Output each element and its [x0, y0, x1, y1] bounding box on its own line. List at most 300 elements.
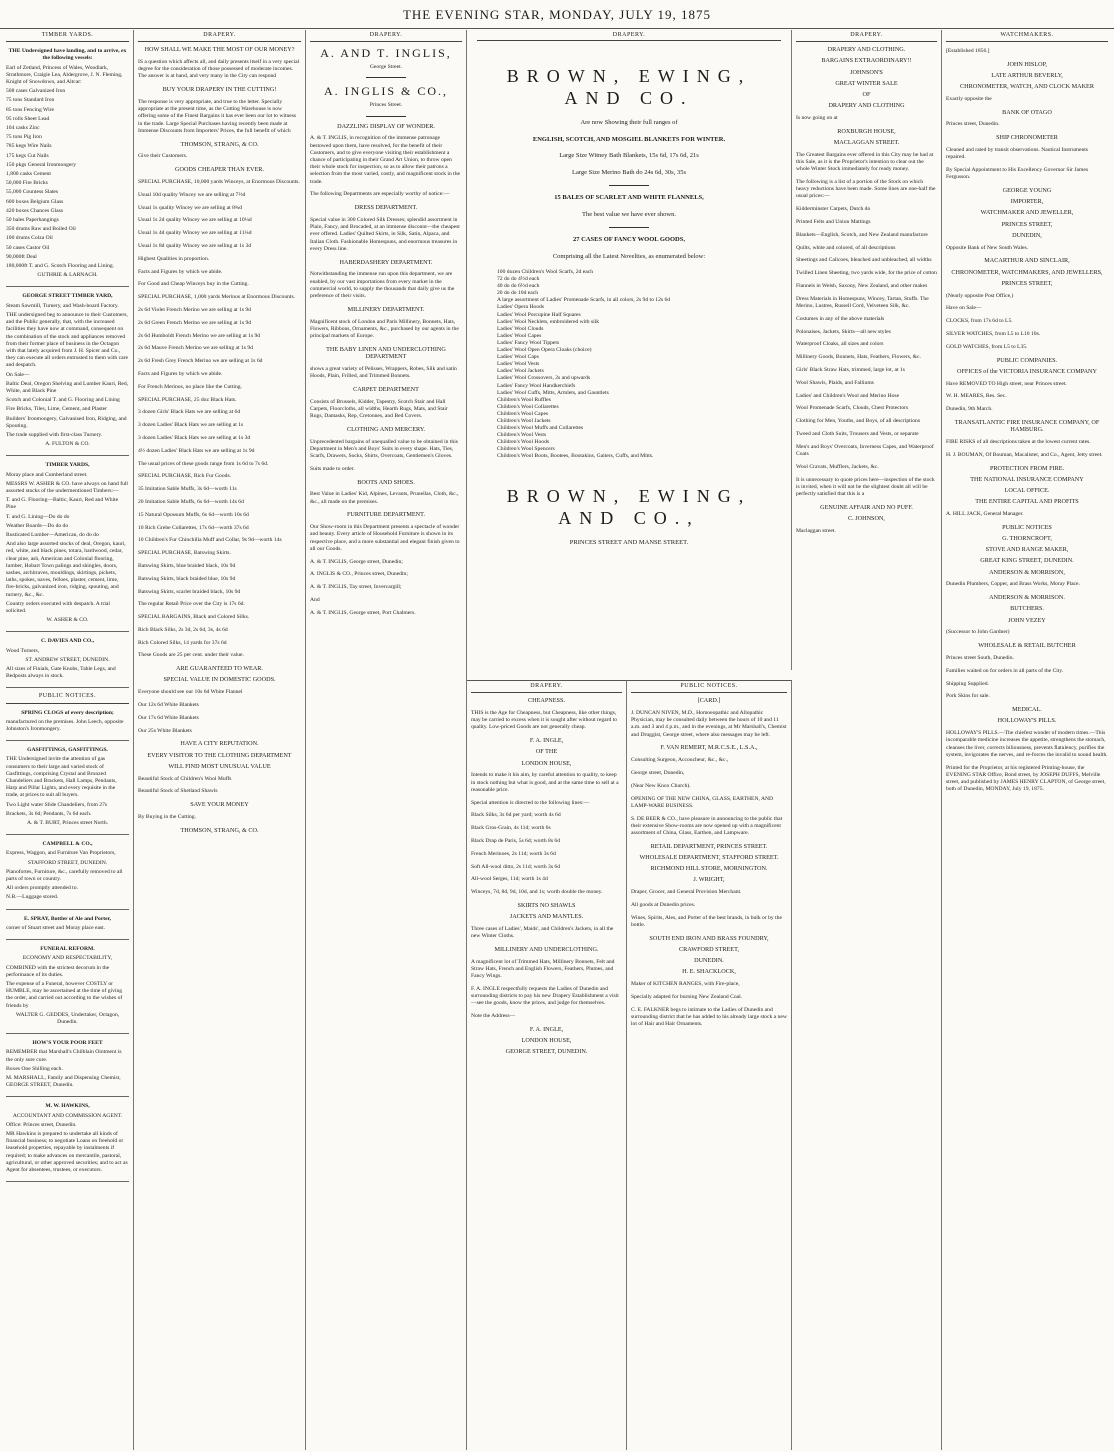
advert-line: THE Undersigned invite the attention of gas consumers to their large and varied stock of Gasfittings, comprising Crystal and Bronzed Chandeliers and Brackets, Hall Lamps, Pendants, Harp and Pillar Lights, and every requisite in the trade, at prices to suit all buyers.	[6, 756, 117, 799]
department-heading: CHRONOMETER, WATCHMAKERS, AND JEWELLERS,	[951, 268, 1103, 276]
department-heading: GREAT KING STREET, DUNEDIN.	[980, 557, 1074, 565]
advert-line: STAFFORD STREET, DUNEDIN.	[27, 859, 108, 866]
department-heading: THOMSON, STRANG, & CO.	[180, 140, 259, 148]
advert-line: Have REMOVED TO High street, near Princes street.	[946, 380, 1067, 387]
advert-line: And also large assorted stocks of deal, Oregon, kauri, red, white, and black pines, totara, hardwood, cedar, clear pine, ash, American and Colonial flooring, lumber, Hobart Town palings and shingles, doors, sashes, architraves, mouldings, skirtings, pickets, laths, spokes, naves, felloes, plaster, cement, lime, fire-bricks, galvanized iron, ridging, spouting, and turnery, &c., &c.	[6, 541, 126, 598]
advert-line: Dunedin, 9th March.	[946, 406, 993, 413]
advert-line: 75 tons Pig Iron	[6, 134, 42, 141]
advert-title: A. AND T. INGLIS,	[320, 46, 452, 61]
advert-line: Ladies' and Children's Wool and Merino Hose	[796, 392, 900, 399]
advert-line: Blankets—English, Scotch, and New Zealand manufacture	[796, 231, 928, 238]
advert-line: Boxes One Shilling each.	[6, 1065, 63, 1072]
advert-line: Steam Sawmill, Turnery, and Wash-board Factory.	[6, 302, 119, 309]
advert-line: Millinery Goods, Bonnets, Hats, Feathers, Flowers, &c.	[796, 354, 921, 361]
advert-line: COMBINED with the strictest decorum in the performance of its duties.	[6, 964, 110, 978]
advert-line: ST. ANDREW STREET, DUNEDIN.	[25, 656, 110, 663]
department-heading: WHOLESALE & RETAIL BUTCHER	[978, 642, 1076, 650]
advert-line: Note the Address—	[471, 1013, 516, 1020]
advert-line: The usual prices of these goods range from 1s 6d to 7s 6d.	[138, 460, 269, 467]
advert-line: Special value in 300 Colored Silk Dresses; splendid assortment in Plain, Fancy, and Brocaded, at an immense discount—the cheapest ever offered. Ladies' Quilted Skirts, in Silk, Satin, Alpaca, and Italian Cloth. Fashionable Homespuns, and enormous treasures in every Dress line.	[310, 217, 460, 252]
advert-line: 50,000 Fire Bricks	[6, 180, 48, 187]
advert-line: Pork Skins for sale.	[946, 693, 990, 700]
list-item: Ladies' Wool Caps	[497, 354, 539, 361]
advert-line: S. DE BEER & CO., have pleasure in announcing to the public that their extensive Show-rooms are now opened up with a magnificent assortment of China, Glass, Earthen, and Lampware.	[631, 815, 783, 836]
advert-line: A. & T. INGLIS, Tay street, Invercargill;	[310, 584, 402, 591]
advert-line: 175 kegs Cut Nails	[6, 152, 49, 159]
advert-line: F. A. INGLE respectfully requests the Ladies of Dunedin and surrounding districts to pay his new Drapery Establishment a visit—see the goods, know the prices, and judge for themselves.	[471, 985, 619, 1007]
advert-line: 50 bales Paperhangings	[6, 217, 59, 224]
advert-line: All orders promptly attended to.	[6, 885, 78, 892]
advertisement	[6, 1037, 129, 1097]
advert-line: 10 Rich Grebe Collarettes, 17s 6d—worth 37s 6d	[138, 524, 249, 531]
advert-line: Polonaises, Jackets, Skirts—all new styles	[796, 328, 891, 335]
department-heading: [CARD.]	[697, 697, 721, 705]
advert-line: Two Light water Slide Chandeliers, from 27s	[6, 801, 108, 808]
advert-line: Families waited on for orders in all parts of the City.	[946, 667, 1064, 674]
list-item: Ladies' Fancy Wool Handkerchiefs	[497, 382, 576, 389]
advert-title: FUNERAL REFORM.	[40, 946, 95, 953]
advert-line: 600 boxes Belgium Glass	[6, 198, 64, 205]
section-header: DRAPERY.	[477, 30, 781, 41]
brown-ewing-advert	[467, 30, 792, 670]
section-header: PUBLIC NOTICES.	[6, 691, 129, 703]
advert-line: Is now going on at	[796, 115, 838, 122]
advert-title: TIMBER YARDS,	[45, 462, 90, 469]
department-heading: HOW SHALL WE MAKE THE MOST OF OUR MONEY?	[144, 46, 295, 54]
advert-line: Wood Turners,	[6, 647, 40, 654]
department-heading: FURNITURE DEPARTMENT.	[346, 511, 425, 519]
department-heading: STOVE AND RANGE MAKER,	[985, 546, 1069, 554]
advert-line: Usual 1s 4d quality Wincey we are selling at 11¼d	[138, 230, 252, 237]
department-heading: BUTCHERS.	[1010, 605, 1044, 613]
advert-line: [Established 1856.]	[946, 47, 990, 54]
advert-line: Wool Promenade Scarfs, Clouds, Chest Protectors	[796, 405, 909, 412]
divider	[366, 116, 406, 117]
newspaper-columns	[2, 30, 1112, 1450]
department-heading: PRINCES STREET,	[1001, 279, 1053, 287]
department-heading: ARE GUARANTEED TO WEAR.	[176, 665, 263, 673]
advert-line: 75 tons Standard Iron	[6, 97, 55, 104]
advertisement	[6, 459, 129, 632]
advert-line: T. and G. Lining—Do do do	[6, 513, 70, 520]
advert-title: BROWN, EWING, AND CO.	[506, 66, 752, 108]
advert-line: A. INGLIS & CO., Princes street, Dunedin;	[310, 571, 408, 578]
goods-list	[497, 269, 761, 461]
department-heading: H. E. SHACKLOCK,	[682, 968, 736, 976]
advert-line: A magnificent lot of Trimmed Hats, Millinery Bonnets, Felt and Straw Hats, French and English Flowers, Feathers, Plumes, and Fancy Wings.	[471, 958, 615, 980]
advert-line: Dress Materials in Homespuns, Wincey, Tartan, Stuffs. The Merino, Lustres, Russell Cord, Velveteen Silk, &c.	[796, 295, 929, 309]
advert-line: Pianofortes, Furniture, &c., carefully removed to all parts of town or country.	[6, 868, 123, 883]
advert-line: 1,800 casks Cement	[6, 171, 51, 178]
department-heading: MACLAGGAN STREET.	[833, 139, 900, 147]
list-item: Children's Wool Vests	[497, 432, 547, 439]
department-heading: CLOTHING AND MERCERY.	[346, 425, 426, 433]
department-heading: SHIP CHRONOMETER	[996, 134, 1058, 142]
column-timber-yards	[2, 30, 134, 1450]
advert-signature: W. ASHER & CO.	[46, 617, 89, 624]
advert-line: Our Show-room in this Department presents a spectacle of wonder and beauty. Every article of Household Furniture is shown in its respective place, and a more substantial and elegant finish given to all our Goods.	[310, 524, 460, 552]
advert-line: Consulting Surgeon, Accoucheur, &c., &c.,	[631, 757, 729, 764]
advert-line: W. H. MEARES, Res. Sec.	[946, 393, 1007, 400]
advert-line: All goods at Dunedin prices.	[631, 902, 696, 908]
department-heading: CHEAPNESS.	[528, 697, 565, 705]
advert-line: SPECIAL PURCHASE, Rich Fur Goods.	[138, 473, 232, 480]
advert-title: SPRING CLOGS of every description;	[21, 709, 114, 716]
advert-line: SPECIAL PURCHASE, 1,000 yards Merinos at Enormous Discounts.	[138, 294, 296, 301]
column-watchmakers	[942, 30, 1112, 1450]
advertisement	[6, 838, 129, 909]
department-heading: OF	[862, 91, 871, 99]
advert-line: Baltic Deal, Oregon Shelving and Lumber Kauri, Red, White, and Black Pine	[6, 380, 129, 394]
list-item: Ladies' Wool Clouds	[497, 325, 544, 332]
advert-line: MESSRS W. ASHER & CO. have always on hand full assorted stocks of the undermentioned Timbers:—	[6, 480, 128, 494]
department-heading: JACKETS AND MANTLES.	[509, 913, 584, 921]
department-heading: DUNEDIN.	[694, 957, 724, 965]
advert-line: Beautiful Stock of Children's Wool Muffs	[138, 775, 232, 782]
list-item: Children's Wool Hoods	[497, 439, 550, 446]
advert-line: Printed Felts and Union Mattings	[796, 219, 871, 226]
advert-subtitle: Princes Street.	[369, 102, 403, 109]
advert-line: 100 drums Colza Oil	[6, 235, 53, 242]
department-heading: CHRONOMETER, WATCH, AND CLOCK MAKER	[960, 83, 1094, 90]
advert-line: Rich Black Silks, 2s 3d, 2s 6d, 3s, 4s 6d	[138, 626, 228, 633]
advert-signature: WALTER G. GEDDES, Undertaker, Octagon, Dunedin.	[15, 1011, 120, 1025]
department-heading: PUBLIC NOTICES	[1002, 523, 1052, 531]
advert-line: Batswing Skirts, blue braided black, 10s 9d	[138, 562, 236, 569]
department-heading: GEORGE STREET, DUNEDIN.	[505, 1048, 588, 1056]
list-item: Children's Wool Muffs and Collarettes	[497, 425, 584, 432]
advert-title: E. SPRAY, Bottler of Ale and Porter,	[23, 915, 112, 922]
advert-line: Winceys, 7d, 8d, 9d, 10d, and 1s; worth double the money.	[471, 889, 603, 896]
section-header: WATCHMAKERS.	[946, 30, 1108, 42]
advert-line: Earl of Zetland, Princess of Wales, Woodlark, Strathmore, Craigie Lea, Aldergrove, J. N. Fleming, Knight of Snowdown, and Altcar:	[6, 64, 123, 86]
advert-line: 2s 6d Humboldt French Merino we are selling at 1s 9d	[138, 332, 261, 339]
advert-line: H. J. BOUMAN, Of Bouman, Macalister, and Co., Agent, Jetty street.	[946, 451, 1103, 458]
advert-line: Special attention is directed to the following lines:—	[471, 799, 590, 806]
price-line: Large Size Merino Bath do 24s 6d, 30s, 35s	[572, 168, 686, 176]
advert-line: Printed for the Proprietor, at his registered Printing-house, the EVENING STAR Office, Bond street, by JOSEPH DUFFS, Melville street, and published by JAMES HENRY CLAPTON, of George street, both of Dunedin, MONDAY, July 19, 1875.	[946, 764, 1106, 793]
list-item: Children's Wool Collarettes	[497, 403, 559, 410]
department-heading: DRESS DEPARTMENT.	[354, 204, 418, 212]
advert-line: Have on Sale—	[946, 305, 982, 312]
price-line: Large Size Witney Bath Blankets, 15s 6d, 17s 6d, 21s	[559, 152, 699, 159]
advert-line: 3 dozen Girls' Black Hats we are selling at 6d	[138, 409, 241, 416]
advert-line: 3 dozen Ladies' Black Hats we are selling at 1s	[138, 422, 244, 429]
department-heading: TRANSATLANTIC FIRE INSURANCE COMPANY, OF HAMBURG.	[954, 418, 1100, 434]
advert-line: THIS is the Age for Cheapness, but Cheapness, like other things, may be carried to excess when it is sought after without regard to quality. Low-priced Goods are not generally cheap.	[471, 710, 618, 731]
department-heading: SOUTH END IRON AND BRASS FOUNDRY,	[649, 934, 769, 942]
list-item: Ladies' Wool Vests	[497, 361, 540, 368]
advert-line: Moray place and Cumberland street.	[6, 471, 88, 478]
column-drapery-johnson	[792, 30, 942, 1450]
advert-line: SILVER WATCHES, from L5 to L10 10s.	[946, 330, 1041, 337]
divider	[609, 185, 649, 186]
advert-line: REMEMBER that Marshall's Chilblain Ointment is the only sure cure.	[6, 1049, 122, 1063]
advert-line: These Goods are 25 per cent. under their value.	[138, 652, 244, 659]
department-heading: CRAWFORD STREET,	[679, 946, 739, 953]
advert-line: Wool Shawls, Plaids, and Falliums	[796, 379, 874, 386]
divider	[609, 227, 649, 228]
advert-line: 50 cases Castor Oil	[6, 244, 50, 251]
column-drapery-inglis	[306, 30, 467, 1450]
department-heading: MILLINERY AND UNDERCLOTHING.	[494, 945, 599, 953]
advert-title: C. DAVIES AND CO.,	[40, 638, 95, 645]
advert-line: 420 boxes Chances Glass	[6, 207, 64, 214]
department-heading: ANDERSON & MORRISON.	[989, 594, 1065, 602]
advert-line: Opposite Bank of New South Wales.	[946, 244, 1029, 251]
advert-line: Highest Qualities in proportion.	[138, 255, 210, 262]
advert-line: Kidderminster Carpets, Dutch do	[796, 206, 871, 213]
advertisement	[6, 744, 129, 835]
advert-line: 2s 6d Fresh Grey French Merino we are selling at 1s 6d	[138, 358, 263, 365]
advert-line: Our 17s 6d White Blankets	[138, 714, 199, 721]
advert-line: A. & T. INGLIS, George street, Port Chalmers.	[310, 609, 416, 616]
advert-line: Batswing Skirts, black braided blue, 10s 9d	[138, 575, 236, 582]
advert-line: Exactly opposite the	[946, 95, 992, 102]
advert-line: THE undersigned beg to announce to their Customers, and the Public generally, that, with the increased facilities they have now at command, consequent on the combination of the stock and appliances removed from their former place of business in the Octagon with that lately acquired from J. H. Spicer and Co., they can execute all orders entrusted to them with care and despatch.	[6, 311, 128, 369]
section-header: DRAPERY.	[471, 681, 622, 693]
advert-line: Waterproof Cloaks, all sizes and colors	[796, 341, 884, 348]
advert-line: Draper, Grocer, and General Provision Merchant.	[631, 889, 742, 896]
advert-line: Builders' Ironmongery, Galvanised Iron, Ridging, and Spouting.	[6, 415, 127, 429]
advert-line: Facts and Figures by which we abide.	[138, 268, 223, 275]
advert-line: GOLD WATCHES, from L5 to L35.	[946, 343, 1028, 350]
list-item: Ladies' Wool Capes	[497, 332, 542, 339]
advertisement	[6, 635, 129, 688]
advert-line: SPECIAL PURCHASE, 10,000 yards Winceys, at Enormous Discounts.	[138, 179, 300, 185]
advert-line: 350 drums Raw and Boiled Oil	[6, 226, 76, 233]
department-heading: F. VAN REMERT, M.R.C.S.E., L.S.A.,	[660, 744, 758, 752]
department-heading: J. WRIGHT,	[693, 876, 725, 884]
advert-line: 2s 6d Mauve French Merino we are selling at 1s 9d	[138, 345, 253, 352]
advert-line: 2s 6d Green French Merino we are selling at 1s 9d	[138, 319, 252, 326]
advert-line: SPECIAL PURCHASE, 25 doz Black Hats.	[138, 396, 237, 403]
advert-line: Are now Showing their full ranges of	[580, 119, 678, 126]
masthead: THE EVENING STAR, MONDAY, JULY 19, 1875	[0, 2, 1114, 29]
department-heading: MACARTHUR AND SINCLAIR,	[984, 257, 1070, 265]
department-heading: F. A. INGLE,	[529, 737, 564, 745]
department-heading: LONDON HOUSE,	[521, 759, 572, 767]
advert-line: Specially adapted for burning New Zealand Coal.	[631, 994, 743, 1000]
department-heading: RETAIL DEPARTMENT, PRINCES STREET.	[650, 842, 768, 850]
advert-line: The best value we have ever shown.	[581, 210, 677, 218]
advert-line: Batswing Skirts, scarlet braided black, 10s 9d	[138, 588, 241, 595]
department-heading: GOODS CHEAPER THAN EVER.	[175, 166, 264, 174]
advert-line: George street, Dunedin,	[631, 770, 685, 776]
advert-line: Wool Cravats, Mufflers, Jackets, &c.	[796, 463, 879, 470]
advert-line: For French Merinos, no place like the Cutting.	[138, 383, 242, 390]
department-heading: ANDERSON & MORRISON,	[989, 568, 1065, 576]
advert-line: Magnificent stock of London and Paris Millinery, Bonnets, Hats, Flowers, Ribbons, Ornaments, &c., purchased by our agents in the principal markets of Europe.	[310, 318, 459, 340]
advert-line: MR Hawkins is prepared to undertake all kinds of financial business; to negotiate Loans on freehold or leasehold properties, repayable by instalments if required; to make advances on mercantile, pastoral, agricultural, or other approved securities; and to act as Agent for absentees, trustees, or executors.	[6, 1130, 128, 1173]
advert-line: Office: Princes street, Dunedin.	[6, 1121, 77, 1128]
department-heading: BOOTS AND SHOES.	[357, 478, 415, 486]
department-heading: ROXBURGH HOUSE,	[837, 127, 896, 135]
advert-line: SPECIAL PURCHASE, Batswing Skirts.	[138, 550, 231, 557]
advert-line: The following is a list of a portion of the Stock on which heavy reductions have been made. Some lines are one-half the usual prices:—	[796, 179, 936, 200]
department-heading: EVERY VISITOR TO THE CLOTHING DEPARTMENT	[147, 751, 292, 759]
divider	[366, 77, 406, 78]
list-item: Ladies' Wool Jackets	[497, 368, 544, 375]
department-heading: PUBLIC COMPANIES.	[996, 356, 1058, 364]
advert-line: (Successor to John Gardner)	[946, 629, 1010, 636]
department-heading: G. THORNCROFT,	[1002, 534, 1052, 542]
list-item: Ladies' Opera Hoods	[497, 304, 544, 311]
advert-line: It is unnecessary to quote prices here—inspection of the stock is invited, when it will not be the slightest doubt all will be perfectly satisfied that this is a	[796, 476, 935, 497]
advert-line: FIRE RISKS of all descriptions taken at the lowest current rates.	[946, 438, 1091, 445]
advert-line: Soft All-wool ditto, 2s 11d; worth 3s 6d	[471, 863, 560, 870]
advert-line: On Sale—	[6, 371, 30, 378]
column-public-notices	[627, 680, 792, 1450]
advert-line: manufactured on the premises. John Leech, opposite Johnston's Ironmongery.	[6, 718, 124, 733]
department-heading: RICHMOND HILL STORE, MORNINGTON.	[650, 865, 768, 873]
advert-line: Best Value in Ladies' Kid, Alpines, Levants, Prunellas, Cloth, &c., &c., all made on the premises.	[310, 491, 459, 505]
advert-line: 95 rolls Sheet Lead	[6, 115, 50, 122]
advert-line: Clothing for Men, Youths, and Boys, of all descriptions	[796, 418, 920, 425]
department-heading: HAVE A CITY REPUTATION.	[180, 740, 259, 748]
department-heading: HABERDASHERY DEPARTMENT.	[339, 258, 433, 266]
advert-line: Cleaned and rated by transit observations. Nautical Instruments repaired.	[946, 146, 1088, 161]
advert-line: 55,000 Countess Slates	[6, 189, 59, 196]
advert-line: Our 12s 6d White Blankets	[138, 702, 199, 709]
list-item: Children's Wool Boots, Bootees, Bootakins, Gaiters, Cuffs, and Mitts.	[497, 453, 654, 460]
advert-line: Usual 10d quality Wincey we are selling at 7½d	[138, 191, 246, 198]
advert-line: Princes street, Dunedin.	[946, 121, 1000, 128]
department-heading: THE ENTIRE CAPITAL AND PROFITS	[975, 498, 1079, 506]
advert-line: Country orders executed with despatch. A trial solicited.	[6, 600, 110, 614]
advert-line: 3 dozen Ladies' Black Hats we are selling at 1s 3d	[138, 434, 251, 441]
advert-line: ACCOUNTANT AND COMMISSION AGENT.	[12, 1112, 123, 1119]
advert-title: GASFITTINGS, GASFITTINGS.	[27, 747, 108, 754]
advert-line: A. & T. INGLIS, in recognition of the immense patronage bestowed upon them, have resolved, for the benefit of their Customers, and to give everyone visiting their establishment a chance of participating in their Grand Art Union, to throw open their whole stock for inspection, so as to allow their patrons a selection from the most varied, costly, and magnificent stock in the trade.	[310, 135, 461, 185]
advert-title: HOW'S YOUR POOR FEET	[32, 1040, 103, 1047]
advert-line: Consists of Brussels, Kidder, Tapestry, Scotch Stair and Hall Carpets, Floorcloths, all widths, Hearth Rugs, Mats, and Stair Rugs, Damasks, Rep, Cretonnes, and Bed Covers.	[310, 398, 448, 420]
section-header: DRAPERY.	[138, 30, 301, 42]
section-header: PUBLIC NOTICES.	[631, 681, 787, 693]
list-item: Ladies' Wool Necklets, embroidered with silk	[497, 318, 600, 325]
advert-line: Facts and Figures by which we abide.	[138, 370, 223, 377]
advert-line: Everyone should see our 10s 6d White Flannel	[138, 689, 243, 696]
list-item: 20 do do 10d each	[497, 290, 539, 297]
column-drapery-ingle	[467, 680, 627, 1450]
advert-line: Twilled Linen Sheeting, two yards wide, for the price of cotton	[796, 270, 937, 277]
department-heading: LATE ARTHUR BEVERLY,	[991, 71, 1063, 79]
advertisement	[6, 707, 129, 742]
advert-line: Flannels in Welsh, Saxony, New Zealand, and other makes	[796, 283, 928, 289]
list-item: 72 do do 4½d each	[497, 276, 540, 283]
advert-line: 104 casks Zinc	[6, 125, 40, 132]
advert-line: Sheetings and Calicoes, bleached and unbleached, all widths	[796, 257, 932, 264]
list-item: Ladies' Wool Cuffs, Mitts, Armlets, and Gauntlets	[497, 389, 609, 396]
department-heading: BARGAINS EXTRAORDINARY!!	[821, 57, 912, 65]
department-heading: THOMSON, STRANG, & CO.	[180, 826, 259, 834]
department-heading: SKIRTS NO SHAWLS	[517, 901, 576, 909]
advert-line: Beautiful Stock of Shetland Shawls	[138, 788, 218, 795]
list-item: Children's Wool Jackets	[497, 417, 551, 424]
advert-address: PRINCES STREET AND MANSE STREET.	[569, 538, 689, 546]
department-heading: CARPET DEPARTMENT	[353, 385, 419, 393]
advert-line: C. E. FALKNER begs to intimate to the Ladies of Dunedin and surrounding district that he has added to his already large stock a new lot of Hair and Hair Ornaments.	[631, 1006, 787, 1028]
advert-line: shows a great variety of Pelisses, Wrappers, Robes, Silk and satin Hoods, Plain, Frilled, and Trimmed Bonnets.	[310, 365, 457, 380]
department-heading: BANK OF OTAGO	[1002, 108, 1052, 116]
department-heading: GREAT WINTER SALE	[835, 79, 898, 87]
section-header: TIMBER YARDS.	[6, 30, 129, 42]
department-heading: PROTECTION FROM FIRE.	[989, 464, 1065, 472]
department-heading: JOHN HISLOP,	[1007, 60, 1047, 68]
list-item: Children's Wool Spencers	[497, 446, 555, 453]
department-heading: DUNEDIN,	[1012, 231, 1042, 239]
advert-line: Costumes in any of the above materials	[796, 315, 885, 322]
advert-line: Princes street South, Dunedin.	[946, 654, 1014, 661]
advert-line: (Nearly opposite Post Office,)	[946, 292, 1014, 299]
list-item: Ladies' Fancy Wool Tippets	[497, 339, 560, 346]
advert-line: 2s 6d Violet French Merino we are selling at 1s 9d	[138, 306, 251, 313]
section-header: DRAPERY.	[796, 30, 937, 42]
advert-line: 85 tons Fencing Wire	[6, 106, 54, 113]
department-heading: DRAPERY AND CLOTHING.	[827, 46, 906, 54]
advert-line: Dunedin Plumbers, Copper, and Brass Works, Moray Place.	[946, 581, 1080, 588]
advert-line: ECONOMY AND RESPECTABILITY,	[22, 955, 113, 962]
department-heading: LOCAL OFFICE.	[1004, 486, 1050, 494]
advert-line: T. and G. Flooring—Baltic, Kauri, Red and White Pine	[6, 497, 119, 511]
advert-line: M. MARSHALL, Family and Dispensing Chemist, GEORGE STREET, Dunedin.	[6, 1074, 121, 1089]
advert-line: Maker of KITCHEN RANGES, with Fire-place,	[631, 981, 740, 988]
advert-line: Express, Waggon, and Furniture Van Proprietors,	[6, 850, 116, 857]
advert-line: Black Gros-Grain, 4s 11d; worth 6s	[471, 825, 551, 832]
advert-line: N.B.—Luggage stored.	[6, 894, 59, 901]
advert-title: GEORGE STREET TIMBER YARD,	[22, 293, 113, 300]
department-heading: WILL FIND MOST UNUSUAL VALUE	[168, 762, 271, 770]
advertisement	[6, 943, 129, 1034]
department-heading: SAVE YOUR MONEY	[190, 801, 249, 809]
advertisement	[6, 290, 129, 456]
list-item: Children's Wool Ruffles	[497, 396, 551, 403]
advertisement	[6, 913, 129, 940]
advert-line: All sizes of Finials, Gate Knobs, Table Legs, and Bedposts always in stock.	[6, 666, 116, 680]
advert-line: Three cases of Ladies', Maids', and Children's Jackets, in all the new Winter Cloths.	[471, 925, 614, 940]
advert-line: IS a question which affects all, and daily presents itself in a very special degree for the consideration of those possessed of moderate incomes. The answer is at hand, and very many in the City can respond	[138, 59, 300, 80]
department-heading: DAZZLING DISPLAY OF WONDER.	[337, 122, 435, 130]
advert-line: A. & T. INGLIS, George street, Dunedin;	[310, 558, 403, 565]
department-heading: THE BABY LINEN AND UNDERCLOTHING DEPARTMENT	[326, 345, 446, 361]
advert-title: A. INGLIS & CO.,	[324, 84, 448, 99]
advert-line: CLOCKS, from 17s 6d to L5.	[946, 318, 1013, 325]
list-item: Children's Wool Capes	[497, 410, 549, 417]
advert-line: And	[310, 597, 320, 604]
advert-line: By Buying in the Cutting.	[138, 814, 196, 821]
department-heading: BUY YOUR DRAPERY IN THE CUTTING!	[162, 86, 277, 94]
department-heading: MILLINERY DEPARTMENT.	[347, 305, 425, 313]
advert-title: CAMPBELL & CO.,	[42, 841, 93, 848]
advert-line: OPENING OF THE NEW CHINA, GLASS, EARTHEN, AND LAMP-WARE BUSINESS.	[631, 795, 774, 809]
advert-line: 150 pkgs General Ironmongery	[6, 161, 77, 168]
department-heading: OF THE	[535, 748, 558, 756]
advert-signature: A. FULTON & CO.	[45, 441, 90, 448]
department-heading: THE NATIONAL INSURANCE COMPANY	[970, 475, 1084, 483]
department-heading: PRINCES STREET,	[1001, 220, 1053, 228]
list-item: Ladies' Wool Crossovers, 2s and upwards	[497, 375, 591, 382]
advert-line: Maclaggan street.	[796, 527, 836, 534]
advert-line: 20 Imitation Sable Muffs, 6s 6d—worth 14s 6d	[138, 498, 244, 505]
advert-line: Weather Boards—Do do do	[6, 522, 69, 529]
department-heading: C. JOHNSON,	[848, 514, 885, 522]
advert-line: Give their Customers.	[138, 153, 188, 160]
advert-line: 35 Imitation Sable Muffs, 3s 6d—worth 11s	[138, 486, 237, 493]
advert-headline: ENGLISH, SCOTCH, AND MOSGIEL BLANKETS FOR WINTER.	[532, 135, 726, 143]
advert-line: HOLLOWAY'S PILLS.—The chiefest wonder of modern times.—This incomparable medicine increases the appetite, strengthens the stomach, cleanses the liver, corrects biliousness, prevents flatulency, purifies the system, invigorates the nerves, and re-forces the invalid to sound health.	[946, 730, 1108, 758]
list-item: Ladies' Wool Porcupine Half Squares	[497, 311, 581, 318]
department-heading: GENUINE AFFAIR AND NO PUFF.	[820, 503, 913, 511]
